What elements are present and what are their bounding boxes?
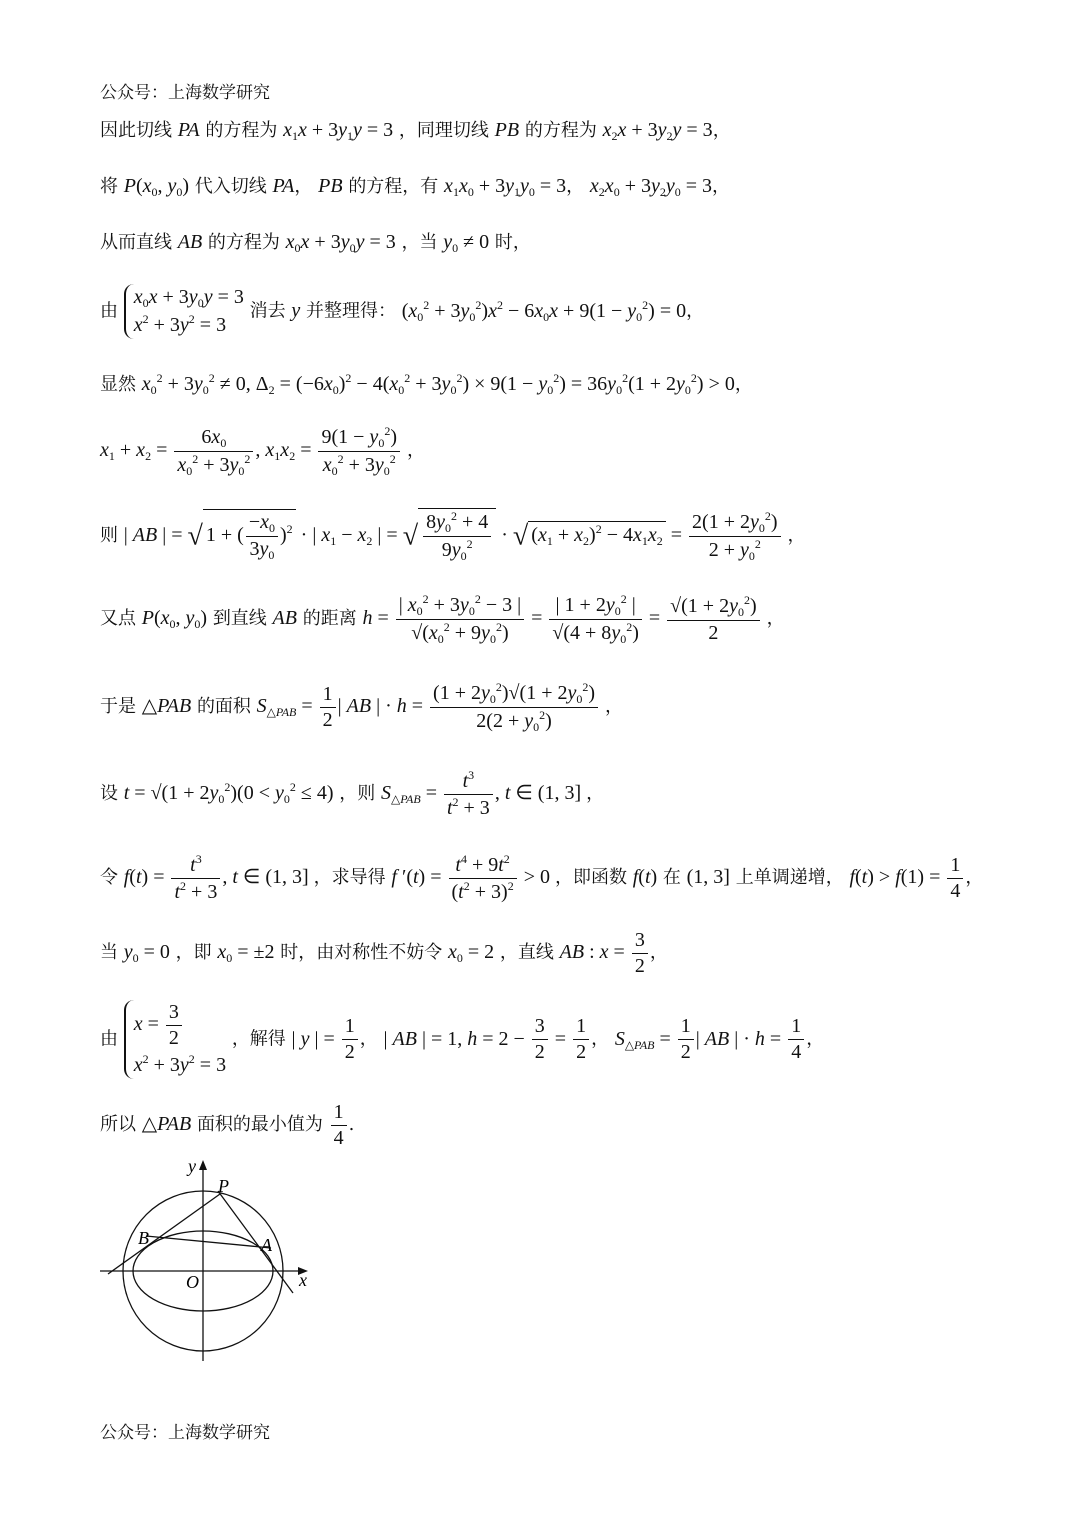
label-x: x [299,1270,307,1290]
label-o: O [186,1272,199,1292]
solution-line-9: 于是 △PAB 的面积 $S_{\triangle PAB}$ = $\frac{1}{2}$ | AB | · h = $\frac{(1 + 2y_0^2)√(1 + 2y_0^2)}{2(2 + y_0^2)}$ ， [100,680,624,734]
page-header: 公众号：上海数学研究 [100,83,270,103]
solution-line-6: $x_1 + x_2$ = $\frac{6x_0}{x_0^2 + 3y_0^2}$ , $x_1x_2$ = $\frac{9(1 - y_0^2)}{x_0^2 + 3y_0^2}$ ， [100,424,425,478]
label-p: P [218,1176,229,1196]
page-footer: 公众号：上海数学研究 [100,1423,270,1443]
label-b: B [138,1228,149,1248]
ellipse-circle-figure [96,1156,326,1366]
solution-line-4: 由 $x_0x + 3y_0y = 3$ $x^2 + 3y^2 = 3$ 消去 y 并整理得： $(x_0^2 + 3y_0^2)x^2 - 6x_0x + 9(1 - y_0^2) = 0$， [100,284,704,339]
solution-line-2: 将 $P(x_0$, $y_0$) 代入切线 PA， PB 的方程，有 $x_1x_0 + 3y_1y_0 = 3$， $x_2x_0 + 3y_2y_0 = 3$， [100,175,731,199]
solution-line-5: 显然 $x_0^2 + 3y_0^2 \ne 0$, $\Delta_2 = (-6x_0)^2 - 4(x_0^2 + 3y_0^2) \times 9(1 - y_0^2) = 36y_0^2(1 + 2y_0^2) > 0$， [100,371,753,397]
label-y: y [188,1156,196,1176]
solution-line-7: 则 | AB | = √ 1 + ( $\frac{-x_0}{3y_0}$ )$^2$ · | $x_1 - x_2$ | = √ $\frac{8y_0^2 + 4}{9y_0^2}$ · √ $(x_1 + x_2)^2 - 4x_1x_2$ = $\frac{2(1 + 2y_0^2)}{2 + y_0^2}$ ， [100,509,806,563]
solution-line-8: 又点 $P(x_0$, $y_0$) 到直线 AB 的距离 h = $\frac{| x_0^2 + 3y_0^2 - 3 |}{√(x_0^2 + 9y_0^2)}$ = $\frac{| 1 + 2y_0^2 |}{√(4 + 8y_0^2)}$ = $\frac{√(1 + 2y_0^2)}{2}$ ， [100,592,785,646]
solution-line-14: 所以 △PAB 面积的最小值为 $\frac{1}{4}$ . [100,1101,355,1149]
y-axis-arrow [199,1160,207,1170]
tangent-line-pa [218,1191,293,1293]
label-a: A [261,1235,272,1255]
solution-line-3: 从而直线 AB 的方程为 $x_0x + 3y_0y = 3$ ，当 $y_0 \ne 0$ 时， [100,231,531,255]
solution-line-11: 令 f(t) = $\frac{t^3}{t^2 + 3}$ , t ∈ (1, 3] ，求导得 f ′(t) = $\frac{t^4 + 9t^2}{(t^2 + 3)^2}$ > 0 ，即函数 f(t) 在 (1, 3] 上单调递增， f(t) > f(1) = $\frac{1}{4}$ ， [100,852,984,903]
solution-line-12: 当 $y_0 = 0$ ，即 $x_0 = \pm 2$ 时，由对称性不妨令 $x_0 = 2$ ，直线 AB : x = $\frac{3}{2}$ ， [100,929,668,977]
solution-line-1: 因此切线 PA 的方程为 $x_1x + 3y_1y = 3$ ，同理切线 PB 的方程为 $x_2x + 3y_2y = 3$， [100,119,731,143]
solution-line-13: 由 x = $\frac{3}{2}$ $x^2 + 3y^2 = 3$ ，解得 | y | = $\frac{1}{2}$ ， | AB | = 1, h = 2 − $\frac{3}{2}$ = $\frac{1}{2}$ ， $S_{\triangle PAB}$ = $\frac{1}{2}$ | AB | · h = $\frac{1}{4}$ ， [100,1000,824,1079]
solution-line-10: 设 $t = √(1 + 2y_0^2)(0 < y_0^2 \le 4)$ ，则 $S_{\triangle PAB}$ = $\frac{t^3}{t^2 + 3}$ , t ∈ (1, 3] ， [100,768,605,819]
